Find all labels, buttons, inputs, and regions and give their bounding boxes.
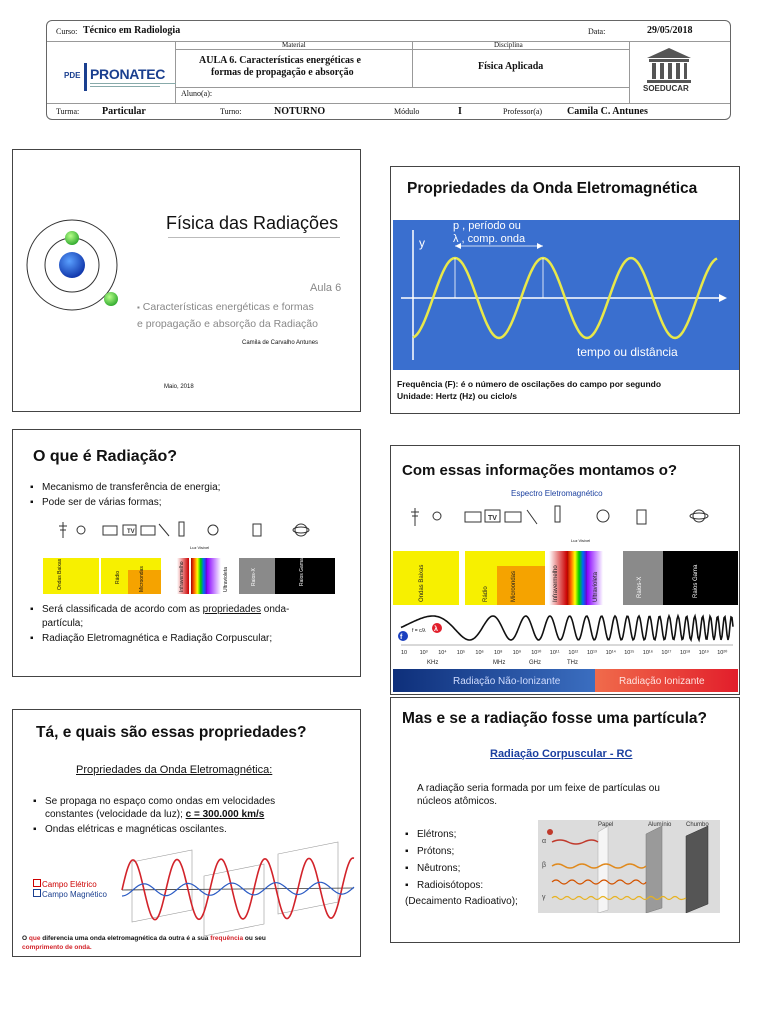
label-alpha: α — [542, 838, 547, 845]
mini-spectrum-chart — [43, 518, 335, 594]
mini-band-raios-x: Raios-X — [251, 568, 257, 586]
modulo-label: Módulo — [394, 107, 420, 116]
item-radioisotopos: ▪ Radioisótopos: — [417, 879, 483, 893]
label-gamma: γ — [542, 894, 546, 901]
tick-label: 10¹² — [568, 650, 579, 656]
para-line-1: A radiação seria formada por um feixe de partículas ou — [417, 783, 660, 794]
data-value: 29/05/2018 — [647, 25, 693, 36]
unit-label: KHz — [427, 660, 439, 666]
em-wave-illustration — [118, 840, 358, 936]
b3-text-b: onda- — [263, 604, 290, 615]
turma-label: Turma: — [56, 107, 80, 116]
band-label: Raios-X — [637, 576, 643, 598]
bullet-mecanismo: ▪ Mecanismo de transferência de energia; — [42, 481, 220, 495]
pronatec-text: PRONATEC — [90, 66, 166, 82]
band-label: Ultravioleta — [593, 571, 599, 602]
luz-visivel-label: Luz Visível — [571, 538, 591, 543]
tick-label: 10⁵ — [456, 650, 466, 656]
band-label: Rádio — [483, 586, 489, 602]
atom-icon — [14, 210, 126, 322]
slide6-paragraph — [417, 782, 660, 808]
mini-spectrum — [43, 518, 335, 594]
soeducar-text: SOEDUCAR — [643, 84, 689, 93]
label-aluminio: Alumínio — [648, 822, 672, 828]
mini-band-raios-gama: Raios Gama — [299, 558, 305, 586]
curso-label: Curso: — [56, 27, 78, 36]
y-axis-label: y — [419, 236, 425, 250]
spectrum-title: Espectro Eletromagnético — [511, 489, 603, 498]
logo-subline-2 — [90, 86, 160, 87]
tick-label: 10¹⁹ — [698, 650, 709, 656]
b3-propriedades: propriedades — [202, 604, 262, 615]
mini-luz-visivel: Luz Visível — [190, 545, 210, 550]
slide2-definition — [397, 378, 661, 402]
aula-label: Aula 6 — [310, 282, 342, 294]
logo-subline — [90, 83, 176, 84]
b3-text-c: partícula; — [42, 618, 84, 629]
slide5-subtitle: Propriedades da Onda Eletromagnética: — [76, 764, 273, 776]
ann-line-2: λ , comp. onda — [453, 233, 526, 245]
band-label: Raios Gama — [693, 564, 699, 598]
ann-line-1: p , período ou — [453, 220, 521, 232]
tick-label: 10¹¹ — [549, 650, 560, 656]
data-label: Data: — [588, 27, 606, 36]
mini-band-ondas-baixas: Ondas Baixas — [57, 558, 63, 590]
turma-value: Particular — [102, 106, 146, 117]
title-rule — [168, 237, 340, 238]
mini-band-ultravioleta: Ultravioleta — [223, 566, 229, 592]
mini-band-microondas: Microondas — [139, 566, 145, 592]
footnote-que: que — [28, 935, 41, 942]
label-chumbo: Chumbo — [686, 822, 709, 828]
frequency-text: Frequência (F): é o número de oscilações do campo por segundo — [397, 379, 662, 389]
professor-value: Camila C. Antunes — [567, 106, 648, 117]
tick-label: 10 — [401, 650, 408, 656]
svg-text:λ: λ — [434, 626, 438, 633]
pde-text: PDE — [64, 71, 81, 80]
turno-value: NOTURNO — [274, 106, 326, 117]
band-label: Infravermelho — [553, 565, 559, 602]
b3-text-a: Será classificada de acordo com as — [42, 604, 200, 615]
tick-label: 10¹⁴ — [605, 650, 616, 656]
slide5-title: Tá, e quais são essas propriedades? — [36, 724, 307, 741]
logo-divider — [84, 63, 87, 91]
ionizing-label: Radiação Ionizante — [619, 676, 705, 687]
curso-value: Técnico em Radiologia — [83, 25, 181, 36]
period-annotation — [453, 220, 525, 246]
slide1-title: Física das Radiações — [166, 213, 339, 233]
tick-label: 10¹⁰ — [531, 650, 542, 656]
bullet-classificada — [42, 603, 334, 631]
tick-label: 10²⁰ — [717, 650, 728, 656]
svg-text:TV: TV — [488, 515, 497, 522]
full-spectrum — [393, 500, 738, 692]
b1-line-1: ▪ Se propaga no espaço como ondas em velocidades — [45, 796, 276, 807]
frequency-formula: f = c/λ — [412, 628, 426, 634]
disciplina-value: Física Aplicada — [478, 61, 544, 72]
bullet-tipos-radiacao: ▪ Radiação Eletromagnética e Radiação Corpuscular; — [42, 632, 272, 646]
unit-label: THz — [567, 660, 578, 666]
tick-label: 10¹⁵ — [624, 650, 635, 656]
label-papel: Papel — [598, 822, 614, 828]
legend-campo-eletrico: Campo Elétrico — [33, 879, 97, 889]
tick-label: 10¹³ — [587, 650, 597, 656]
professor-label: Professor(a) — [503, 107, 543, 116]
tick-label: 10³ — [419, 650, 428, 656]
band-label: Microondas — [511, 570, 517, 602]
slide6-title: Mas e se a radiação fosse uma partícula? — [402, 710, 707, 727]
material-line-1: AULA 6. Características energéticas e — [199, 55, 361, 66]
slide4-title: Com essas informações montamos o? — [402, 462, 678, 479]
tick-label: 10⁶ — [475, 650, 484, 656]
sine-wave-plot — [393, 220, 739, 370]
modulo-value: I — [458, 106, 462, 117]
author-name: Camila de Carvalho Antunes — [242, 340, 319, 346]
svg-text:TV: TV — [127, 529, 135, 535]
slide3-title: O que é Radiação? — [33, 448, 178, 465]
item-neutrons: ▪ Nêutrons; — [417, 862, 460, 876]
disciplina-label: Disciplina — [494, 41, 523, 49]
material-line-2: formas de propagação e absorção — [211, 67, 354, 78]
penetration-diagram — [538, 820, 720, 913]
item-protons: ▪ Prótons; — [417, 845, 454, 859]
soeducar-logo — [641, 46, 697, 94]
legend-box-blue — [33, 889, 41, 897]
tick-label: 10⁸ — [494, 650, 503, 656]
slide2-title: Propriedades da Onda Eletromagnética — [407, 180, 698, 197]
bullet-ondas-oscilantes: ▪ Ondas elétricas e magnéticas oscilantes. — [45, 823, 227, 837]
para-line-2: núcleos atômicos. — [417, 796, 498, 807]
nonionizing-label: Radiação Não-Ionizante — [453, 676, 561, 687]
footnote-frequencia: frequência — [210, 935, 244, 942]
material-label: Material — [282, 41, 306, 49]
material-value — [199, 55, 361, 79]
x-axis-label: tempo ou distância — [577, 345, 678, 359]
aluno-label: Aluno(a): — [181, 89, 213, 98]
slide6-subtitle: Radiação Corpuscular - RC — [490, 748, 633, 760]
tick-label: 10¹⁸ — [680, 650, 691, 656]
turno-label: Turno: — [220, 107, 242, 116]
tick-label: 10¹⁶ — [642, 650, 654, 656]
pronatec-logo — [60, 58, 180, 92]
speed-of-light: c = 300.000 km/s — [185, 809, 265, 820]
spectrum-diagram — [393, 500, 738, 692]
legend-campo-magnetico: Campo Magnético — [33, 889, 107, 899]
wave-graph — [393, 220, 739, 370]
desc-line-1: ▪ Características energéticas e formas — [137, 301, 314, 313]
svg-text:f: f — [400, 634, 403, 641]
slide1-date: Maio, 2018 — [164, 384, 194, 390]
penetration-chart — [538, 820, 720, 913]
tick-label: 10¹⁷ — [661, 650, 672, 656]
label-beta: β — [542, 862, 547, 869]
mini-band-infravermelho: Infravermelho — [179, 561, 185, 592]
unit-text: Unidade: Hertz (Hz) ou ciclo/s — [397, 391, 517, 401]
bullet-formas: ▪ Pode ser de várias formas; — [42, 496, 162, 510]
unit-label: GHz — [529, 660, 541, 666]
desc-line-2: e propagação e absorção da Radiação — [137, 318, 318, 330]
item-eletrons: ▪ Elétrons; — [417, 828, 456, 842]
slide1-description — [137, 299, 318, 332]
unit-label: MHz — [493, 660, 506, 666]
bullet-propaga — [45, 795, 339, 821]
tick-label: 10⁴ — [438, 650, 447, 656]
legend-box-red — [33, 879, 41, 887]
b1-line-2: constantes (velocidade da luz); c = 300.000 km/s — [45, 809, 265, 820]
mini-band-radio: Rádio — [115, 570, 121, 584]
band-label: Ondas Baixas — [419, 564, 425, 602]
tick-label: 10⁹ — [512, 650, 522, 656]
decaimento-text: (Decaimento Radioativo); — [405, 896, 518, 907]
footnote-comprimento: comprimento de onda. — [22, 944, 92, 951]
slide5-footnote: O que diferencia uma onda eletromagnética da outra é a sua frequência ou seu comprimento de onda. — [22, 934, 356, 952]
